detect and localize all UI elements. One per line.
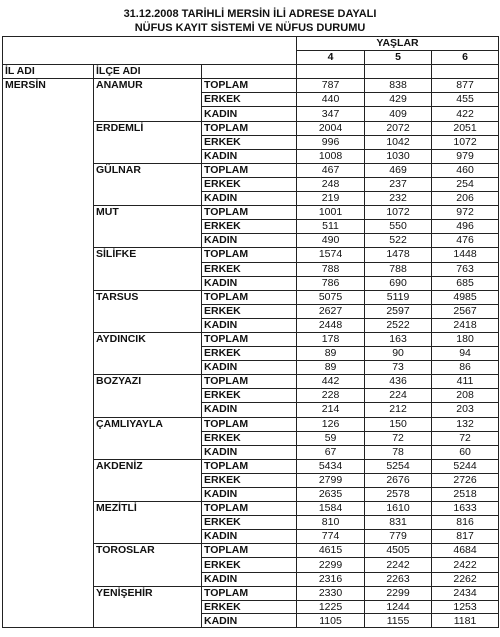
value-cell-age-6: 877 bbox=[432, 79, 499, 93]
il-cell bbox=[3, 234, 94, 248]
value-cell-age-4: 347 bbox=[297, 107, 365, 121]
value-cell-age-5: 1610 bbox=[365, 502, 432, 516]
value-cell-age-5: 2299 bbox=[365, 586, 432, 600]
row-type: TOPLAM bbox=[202, 248, 297, 262]
district-name: BOZYAZI bbox=[94, 375, 202, 389]
value-cell-age-5: 2522 bbox=[365, 318, 432, 332]
value-cell-age-5: 212 bbox=[365, 403, 432, 417]
value-cell-age-4: 4615 bbox=[297, 544, 365, 558]
row-type: TOPLAM bbox=[202, 375, 297, 389]
il-cell bbox=[3, 93, 94, 107]
value-cell-age-5: 409 bbox=[365, 107, 432, 121]
il-cell bbox=[3, 389, 94, 403]
value-cell-age-4: 1584 bbox=[297, 502, 365, 516]
value-cell-age-5: 550 bbox=[365, 220, 432, 234]
value-cell-age-5: 838 bbox=[365, 79, 432, 93]
row-type: ERKEK bbox=[202, 93, 297, 107]
district-cell bbox=[94, 347, 202, 361]
district-cell bbox=[94, 149, 202, 163]
table-row bbox=[3, 163, 499, 177]
value-cell-age-4: 59 bbox=[297, 431, 365, 445]
il-cell bbox=[3, 177, 94, 191]
table-row bbox=[3, 276, 499, 290]
value-cell-age-4: 5075 bbox=[297, 290, 365, 304]
value-cell-age-5: 436 bbox=[365, 375, 432, 389]
value-cell-age-6: 94 bbox=[432, 347, 499, 361]
value-cell-age-6: 206 bbox=[432, 192, 499, 206]
il-cell bbox=[3, 220, 94, 234]
il-cell bbox=[3, 417, 94, 431]
row-type: KADIN bbox=[202, 614, 297, 628]
value-cell-age-4: 440 bbox=[297, 93, 365, 107]
row-type: KADIN bbox=[202, 361, 297, 375]
table-row bbox=[3, 79, 499, 93]
value-cell-age-4: 2627 bbox=[297, 304, 365, 318]
value-cell-age-5: 690 bbox=[365, 276, 432, 290]
value-cell-age-5: 1072 bbox=[365, 206, 432, 220]
value-cell-age-5: 150 bbox=[365, 417, 432, 431]
value-cell-age-6: 1633 bbox=[432, 502, 499, 516]
value-cell-age-4: 1225 bbox=[297, 600, 365, 614]
table-row bbox=[3, 234, 499, 248]
table-row bbox=[3, 600, 499, 614]
row-type: ERKEK bbox=[202, 262, 297, 276]
value-cell-age-6: 2726 bbox=[432, 473, 499, 487]
district-cell bbox=[94, 488, 202, 502]
value-cell-age-6: 180 bbox=[432, 332, 499, 346]
value-cell-age-5: 1244 bbox=[365, 600, 432, 614]
value-cell-age-5: 469 bbox=[365, 163, 432, 177]
district-cell bbox=[94, 318, 202, 332]
value-cell-age-6: 1181 bbox=[432, 614, 499, 628]
value-cell-age-5: 5254 bbox=[365, 459, 432, 473]
il-cell bbox=[3, 262, 94, 276]
value-cell-age-6: 455 bbox=[432, 93, 499, 107]
table-row bbox=[3, 192, 499, 206]
value-cell-age-4: 810 bbox=[297, 516, 365, 530]
value-cell-age-6: 4684 bbox=[432, 544, 499, 558]
table-row bbox=[3, 93, 499, 107]
value-cell-age-5: 429 bbox=[365, 93, 432, 107]
il-cell bbox=[3, 332, 94, 346]
value-cell-age-5: 78 bbox=[365, 445, 432, 459]
value-cell-age-4: 467 bbox=[297, 163, 365, 177]
district-name: AKDENİZ bbox=[94, 459, 202, 473]
row-type: ERKEK bbox=[202, 389, 297, 403]
il-cell bbox=[3, 614, 94, 628]
value-cell-age-4: 2316 bbox=[297, 572, 365, 586]
value-cell-age-6: 979 bbox=[432, 149, 499, 163]
value-cell-age-5: 2072 bbox=[365, 121, 432, 135]
col-header-blank-6 bbox=[432, 65, 499, 79]
district-cell bbox=[94, 558, 202, 572]
row-type: TOPLAM bbox=[202, 544, 297, 558]
value-cell-age-5: 73 bbox=[365, 361, 432, 375]
table-row bbox=[3, 149, 499, 163]
header-row-ages bbox=[3, 51, 499, 65]
il-cell bbox=[3, 459, 94, 473]
table-row bbox=[3, 107, 499, 121]
district-cell bbox=[94, 473, 202, 487]
district-name: YENİŞEHİR bbox=[94, 586, 202, 600]
row-type: ERKEK bbox=[202, 347, 297, 361]
district-name: AYDINCIK bbox=[94, 332, 202, 346]
il-cell bbox=[3, 502, 94, 516]
value-cell-age-4: 1008 bbox=[297, 149, 365, 163]
value-cell-age-6: 2434 bbox=[432, 586, 499, 600]
value-cell-age-6: 763 bbox=[432, 262, 499, 276]
value-cell-age-4: 1105 bbox=[297, 614, 365, 628]
value-cell-age-6: 411 bbox=[432, 375, 499, 389]
value-cell-age-6: 2418 bbox=[432, 318, 499, 332]
row-type: KADIN bbox=[202, 445, 297, 459]
district-name: ANAMUR bbox=[94, 79, 202, 93]
value-cell-age-4: 774 bbox=[297, 530, 365, 544]
district-cell bbox=[94, 135, 202, 149]
table-row bbox=[3, 473, 499, 487]
il-cell bbox=[3, 488, 94, 502]
value-cell-age-6: 5244 bbox=[432, 459, 499, 473]
district-cell bbox=[94, 445, 202, 459]
value-cell-age-6: 203 bbox=[432, 403, 499, 417]
row-type: KADIN bbox=[202, 192, 297, 206]
col-header-blank-4 bbox=[297, 65, 365, 79]
document-title-line-1: 31.12.2008 TARİHLİ MERSİN İLİ ADRESE DAYALI bbox=[123, 8, 377, 20]
value-cell-age-6: 685 bbox=[432, 276, 499, 290]
row-type: TOPLAM bbox=[202, 79, 297, 93]
table-row bbox=[3, 332, 499, 346]
table-row bbox=[3, 304, 499, 318]
table-row bbox=[3, 586, 499, 600]
il-cell bbox=[3, 530, 94, 544]
il-cell bbox=[3, 375, 94, 389]
table-row bbox=[3, 262, 499, 276]
value-cell-age-4: 178 bbox=[297, 332, 365, 346]
row-type: TOPLAM bbox=[202, 163, 297, 177]
age-header-4: 4 bbox=[297, 51, 365, 65]
value-cell-age-5: 2676 bbox=[365, 473, 432, 487]
row-type: KADIN bbox=[202, 488, 297, 502]
district-cell bbox=[94, 192, 202, 206]
value-cell-age-6: 817 bbox=[432, 530, 499, 544]
row-type: KADIN bbox=[202, 149, 297, 163]
district-cell bbox=[94, 614, 202, 628]
table-row bbox=[3, 614, 499, 628]
value-cell-age-5: 2242 bbox=[365, 558, 432, 572]
il-cell bbox=[3, 192, 94, 206]
district-cell bbox=[94, 234, 202, 248]
value-cell-age-4: 228 bbox=[297, 389, 365, 403]
row-type: KADIN bbox=[202, 107, 297, 121]
value-cell-age-5: 232 bbox=[365, 192, 432, 206]
table-row bbox=[3, 403, 499, 417]
value-cell-age-5: 5119 bbox=[365, 290, 432, 304]
district-cell bbox=[94, 262, 202, 276]
table-row bbox=[3, 445, 499, 459]
value-cell-age-6: 2518 bbox=[432, 488, 499, 502]
row-type: ERKEK bbox=[202, 516, 297, 530]
il-name: MERSİN bbox=[3, 79, 94, 93]
value-cell-age-5: 1478 bbox=[365, 248, 432, 262]
district-name: ÇAMLIYAYLA bbox=[94, 417, 202, 431]
il-cell bbox=[3, 572, 94, 586]
district-name: MUT bbox=[94, 206, 202, 220]
row-type: ERKEK bbox=[202, 431, 297, 445]
value-cell-age-5: 163 bbox=[365, 332, 432, 346]
value-cell-age-4: 248 bbox=[297, 177, 365, 191]
il-cell bbox=[3, 290, 94, 304]
district-cell bbox=[94, 107, 202, 121]
value-cell-age-6: 2567 bbox=[432, 304, 499, 318]
value-cell-age-6: 496 bbox=[432, 220, 499, 234]
value-cell-age-5: 90 bbox=[365, 347, 432, 361]
il-cell bbox=[3, 361, 94, 375]
value-cell-age-6: 460 bbox=[432, 163, 499, 177]
value-cell-age-6: 2051 bbox=[432, 121, 499, 135]
row-type: ERKEK bbox=[202, 558, 297, 572]
table-row bbox=[3, 459, 499, 473]
table-row bbox=[3, 347, 499, 361]
il-cell bbox=[3, 248, 94, 262]
value-cell-age-5: 72 bbox=[365, 431, 432, 445]
il-cell bbox=[3, 163, 94, 177]
row-type: TOPLAM bbox=[202, 502, 297, 516]
value-cell-age-4: 89 bbox=[297, 361, 365, 375]
district-name: TARSUS bbox=[94, 290, 202, 304]
table-row bbox=[3, 530, 499, 544]
table-row bbox=[3, 177, 499, 191]
value-cell-age-6: 972 bbox=[432, 206, 499, 220]
il-cell bbox=[3, 516, 94, 530]
district-cell bbox=[94, 276, 202, 290]
table-body bbox=[3, 79, 499, 628]
col-header-blank-5 bbox=[365, 65, 432, 79]
value-cell-age-6: 86 bbox=[432, 361, 499, 375]
table-row bbox=[3, 318, 499, 332]
value-cell-age-6: 2262 bbox=[432, 572, 499, 586]
value-cell-age-6: 1448 bbox=[432, 248, 499, 262]
value-cell-age-6: 1072 bbox=[432, 135, 499, 149]
value-cell-age-4: 788 bbox=[297, 262, 365, 276]
district-cell bbox=[94, 177, 202, 191]
value-cell-age-6: 816 bbox=[432, 516, 499, 530]
col-header-il: İL ADI bbox=[3, 65, 94, 79]
value-cell-age-5: 1042 bbox=[365, 135, 432, 149]
row-type: KADIN bbox=[202, 276, 297, 290]
row-type: ERKEK bbox=[202, 177, 297, 191]
value-cell-age-5: 224 bbox=[365, 389, 432, 403]
district-cell bbox=[94, 389, 202, 403]
value-cell-age-6: 2422 bbox=[432, 558, 499, 572]
value-cell-age-4: 89 bbox=[297, 347, 365, 361]
il-cell bbox=[3, 473, 94, 487]
district-cell bbox=[94, 600, 202, 614]
table-row bbox=[3, 121, 499, 135]
il-cell bbox=[3, 544, 94, 558]
header-blank bbox=[3, 37, 297, 51]
row-type: TOPLAM bbox=[202, 459, 297, 473]
il-cell bbox=[3, 304, 94, 318]
table-row bbox=[3, 135, 499, 149]
value-cell-age-4: 2799 bbox=[297, 473, 365, 487]
row-type: TOPLAM bbox=[202, 121, 297, 135]
row-type: TOPLAM bbox=[202, 417, 297, 431]
il-cell bbox=[3, 600, 94, 614]
il-cell bbox=[3, 121, 94, 135]
value-cell-age-4: 2330 bbox=[297, 586, 365, 600]
value-cell-age-4: 2635 bbox=[297, 488, 365, 502]
il-cell bbox=[3, 347, 94, 361]
table-row bbox=[3, 572, 499, 586]
il-cell bbox=[3, 276, 94, 290]
age-header-5: 5 bbox=[365, 51, 432, 65]
table-row bbox=[3, 544, 499, 558]
value-cell-age-5: 1030 bbox=[365, 149, 432, 163]
value-cell-age-5: 4505 bbox=[365, 544, 432, 558]
value-cell-age-5: 2578 bbox=[365, 488, 432, 502]
value-cell-age-4: 786 bbox=[297, 276, 365, 290]
table-row bbox=[3, 558, 499, 572]
value-cell-age-6: 422 bbox=[432, 107, 499, 121]
value-cell-age-5: 779 bbox=[365, 530, 432, 544]
district-name: MEZİTLİ bbox=[94, 502, 202, 516]
il-cell bbox=[3, 318, 94, 332]
value-cell-age-4: 1574 bbox=[297, 248, 365, 262]
value-cell-age-6: 1253 bbox=[432, 600, 499, 614]
value-cell-age-4: 214 bbox=[297, 403, 365, 417]
district-cell bbox=[94, 431, 202, 445]
district-cell bbox=[94, 572, 202, 586]
col-header-ilce: İLÇE ADI bbox=[94, 65, 202, 79]
header-blank-2 bbox=[3, 51, 297, 65]
district-cell bbox=[94, 530, 202, 544]
table-row bbox=[3, 290, 499, 304]
row-type: TOPLAM bbox=[202, 332, 297, 346]
il-cell bbox=[3, 431, 94, 445]
table-row bbox=[3, 389, 499, 403]
value-cell-age-5: 2263 bbox=[365, 572, 432, 586]
row-type: ERKEK bbox=[202, 473, 297, 487]
row-type: KADIN bbox=[202, 403, 297, 417]
header-row-columns bbox=[3, 65, 499, 79]
table-row bbox=[3, 502, 499, 516]
age-group-header: YAŞLAR bbox=[297, 37, 499, 51]
district-cell bbox=[94, 516, 202, 530]
row-type: TOPLAM bbox=[202, 290, 297, 304]
il-cell bbox=[3, 107, 94, 121]
value-cell-age-5: 2597 bbox=[365, 304, 432, 318]
table-row bbox=[3, 248, 499, 262]
value-cell-age-6: 208 bbox=[432, 389, 499, 403]
value-cell-age-4: 67 bbox=[297, 445, 365, 459]
value-cell-age-4: 787 bbox=[297, 79, 365, 93]
value-cell-age-4: 1001 bbox=[297, 206, 365, 220]
age-header-6: 6 bbox=[432, 51, 499, 65]
document-title-line-2: NÜFUS KAYIT SİSTEMİ VE NÜFUS DURUMU bbox=[134, 22, 366, 34]
row-type: KADIN bbox=[202, 572, 297, 586]
row-type: KADIN bbox=[202, 234, 297, 248]
value-cell-age-5: 788 bbox=[365, 262, 432, 276]
table-row bbox=[3, 488, 499, 502]
table-row bbox=[3, 220, 499, 234]
district-cell bbox=[94, 361, 202, 375]
value-cell-age-6: 60 bbox=[432, 445, 499, 459]
value-cell-age-5: 1155 bbox=[365, 614, 432, 628]
district-cell bbox=[94, 220, 202, 234]
value-cell-age-4: 219 bbox=[297, 192, 365, 206]
row-type: ERKEK bbox=[202, 304, 297, 318]
value-cell-age-6: 72 bbox=[432, 431, 499, 445]
value-cell-age-5: 237 bbox=[365, 177, 432, 191]
district-cell bbox=[94, 403, 202, 417]
row-type: ERKEK bbox=[202, 220, 297, 234]
value-cell-age-4: 2299 bbox=[297, 558, 365, 572]
value-cell-age-6: 254 bbox=[432, 177, 499, 191]
header-row-age-group bbox=[3, 37, 499, 51]
value-cell-age-4: 126 bbox=[297, 417, 365, 431]
value-cell-age-4: 2448 bbox=[297, 318, 365, 332]
table-row bbox=[3, 206, 499, 220]
il-cell bbox=[3, 149, 94, 163]
district-cell bbox=[94, 304, 202, 318]
il-cell bbox=[3, 445, 94, 459]
district-cell bbox=[94, 93, 202, 107]
value-cell-age-4: 490 bbox=[297, 234, 365, 248]
district-name: ERDEMLİ bbox=[94, 121, 202, 135]
table-row bbox=[3, 431, 499, 445]
table-row bbox=[3, 361, 499, 375]
value-cell-age-5: 522 bbox=[365, 234, 432, 248]
population-table bbox=[2, 36, 499, 628]
il-cell bbox=[3, 135, 94, 149]
row-type: TOPLAM bbox=[202, 586, 297, 600]
col-header-type-blank bbox=[202, 65, 297, 79]
il-cell bbox=[3, 403, 94, 417]
value-cell-age-6: 476 bbox=[432, 234, 499, 248]
row-type: ERKEK bbox=[202, 600, 297, 614]
il-cell bbox=[3, 586, 94, 600]
district-name: TOROSLAR bbox=[94, 544, 202, 558]
row-type: ERKEK bbox=[202, 135, 297, 149]
district-name: GÜLNAR bbox=[94, 163, 202, 177]
value-cell-age-5: 831 bbox=[365, 516, 432, 530]
value-cell-age-6: 4985 bbox=[432, 290, 499, 304]
district-name: SİLİFKE bbox=[94, 248, 202, 262]
value-cell-age-4: 442 bbox=[297, 375, 365, 389]
value-cell-age-4: 511 bbox=[297, 220, 365, 234]
table-row bbox=[3, 417, 499, 431]
row-type: KADIN bbox=[202, 530, 297, 544]
il-cell bbox=[3, 206, 94, 220]
row-type: TOPLAM bbox=[202, 206, 297, 220]
row-type: KADIN bbox=[202, 318, 297, 332]
value-cell-age-4: 5434 bbox=[297, 459, 365, 473]
table-row bbox=[3, 516, 499, 530]
value-cell-age-4: 2004 bbox=[297, 121, 365, 135]
table-row bbox=[3, 375, 499, 389]
value-cell-age-4: 996 bbox=[297, 135, 365, 149]
value-cell-age-6: 132 bbox=[432, 417, 499, 431]
il-cell bbox=[3, 558, 94, 572]
